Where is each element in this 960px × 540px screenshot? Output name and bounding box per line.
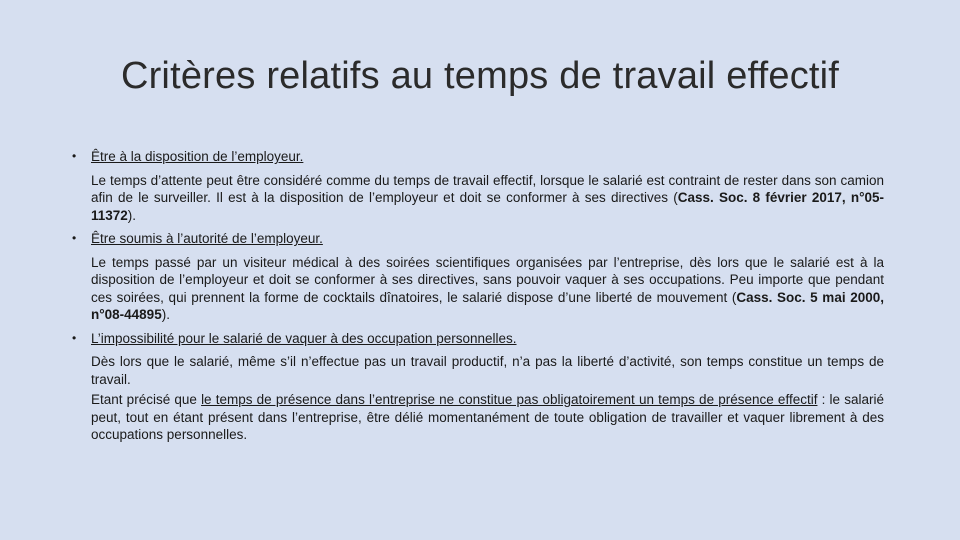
bullet-paragraph-3a: Dès lors que le salarié, même s’il n’effectue pas un travail productif, n’a pas la liberté d’activité, son temps constitue un temps de travail. (91, 354, 884, 387)
bullet-heading-2 (72, 230, 884, 248)
bullet-heading-1 (72, 148, 884, 166)
bullet-dot-icon: • (72, 231, 77, 245)
case-citation: Cass. Soc. 8 février 2017, n°05-11372 (91, 190, 885, 223)
paragraph-text: Le temps d’attente peut être considéré comme du temps de travail effectif, lorsque le salarié est contraint de rester dans son camion afin de le surveiller. Il est à la disposition de l’employeur et doit se conformer à ses directives ( (91, 172, 884, 205)
bullet-heading-text: L’impossibilité pour le salarié de vaquer à des occupation personnelles. (91, 330, 517, 346)
paragraph-prefix: Etant précisé que (91, 392, 202, 407)
bullet-dot-icon: • (72, 149, 77, 163)
paragraph-end: ). (127, 207, 137, 223)
paragraph-text: Le temps passé par un visiteur médical à des soirées scientifiques organisées par l’entreprise, dès lors que le salarié est à la disposition de l’employeur et doit se conformer à ses directives, sans pouvoir vaquer à ses occupations. Peu importe que pendant ces soirées, qui prennent la forme de cocktails dînatoires, le salarié dispose d’une liberté de mouvement ( (91, 254, 884, 305)
bullet-paragraph-3b (91, 391, 884, 444)
bullet-heading-text: Être soumis à l’autorité de l’employeur. (91, 231, 323, 246)
paragraph-rest: : le salarié peut, tout en étant présent dans l’entreprise, être délié momentanément de toute obligation de travailler et vaquer librement à des occupations personnelles. (91, 392, 884, 442)
slide-title: Critères relatifs au temps de travail effectif (120, 55, 840, 97)
bullet-paragraph-1 (91, 172, 884, 225)
bullet-dot-icon: • (72, 330, 77, 345)
slide-content (72, 148, 884, 447)
underlined-statement: le temps de présence dans l’entreprise ne constitue pas obligatoirement un temps de présence effectif (201, 392, 818, 407)
bullet-heading-3 (72, 330, 884, 348)
bullet-heading-text: Être à la disposition de l’employeur. (91, 149, 304, 164)
case-citation: Cass. Soc. 5 mai 2000, n°08-44895 (91, 289, 884, 322)
bullet-paragraph-2 (91, 254, 884, 324)
paragraph-end: ). (161, 307, 170, 322)
